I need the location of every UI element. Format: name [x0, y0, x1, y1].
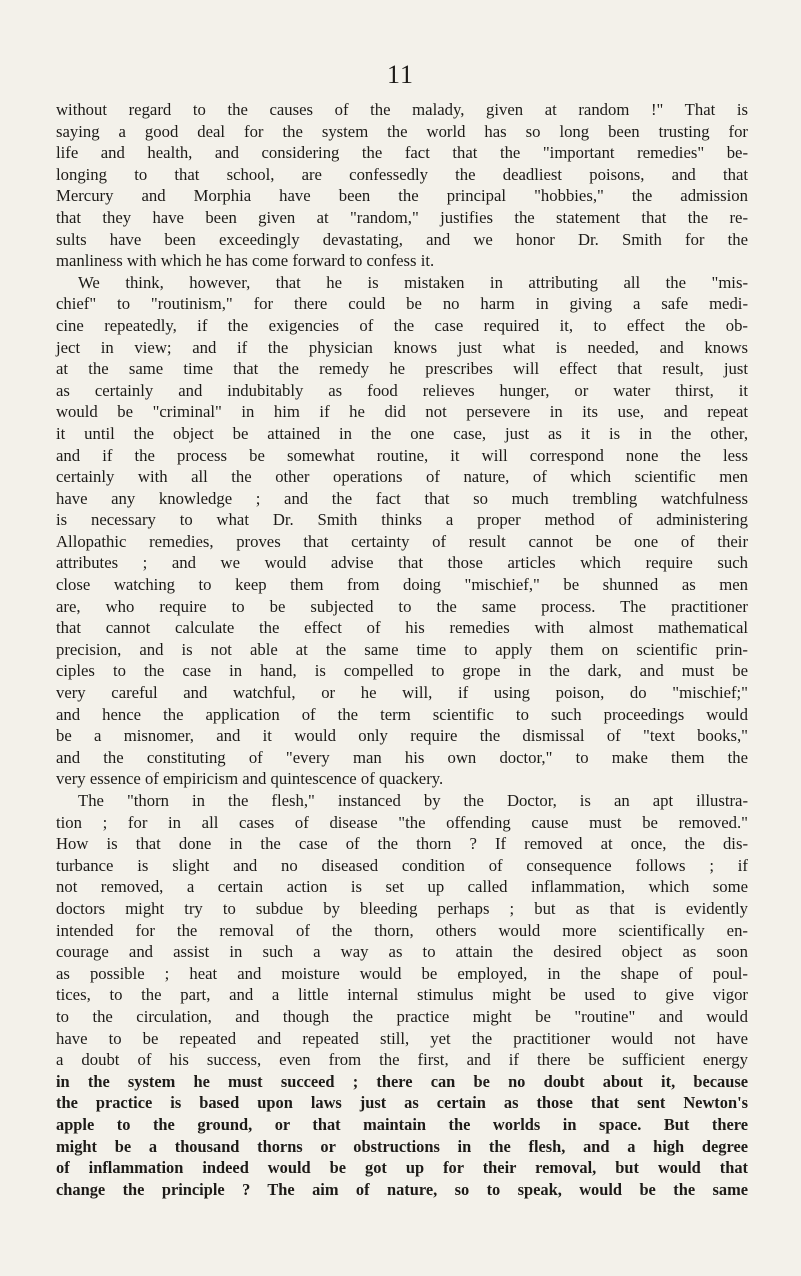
text-line: a doubt of his success, even from the first, and if there be sufficient energy [56, 1050, 748, 1070]
text-line: We think, however, that he is mistaken in attributing all the "mis- [78, 272, 748, 292]
text-line: be a misnomer, and it would only require the dismissal of "text books," [56, 726, 748, 746]
text-line: at the same time that the remedy he prescribes will effect that result, just [56, 359, 748, 379]
text-line: longing to that school, are confessedly the deadliest poisons, and that [56, 164, 748, 184]
text-line: have to be repeated and repeated still, yet the practitioner would not have [56, 1028, 748, 1048]
text-line: life and health, and considering the fact that the "important remedies" be- [56, 143, 748, 163]
text-line: saying a good deal for the system the world has so long been trusting for [56, 121, 748, 141]
text-line: as possible ; heat and moisture would be employed, in the shape of poul- [56, 963, 748, 983]
text-line: is necessary to what Dr. Smith thinks a proper method of administering [56, 510, 748, 530]
text-line: it until the object be attained in the one case, just as it is in the other, [56, 423, 748, 443]
text-line: the practice is based upon laws just as certain as those that sent Newton's [56, 1093, 748, 1113]
text-line: to the circulation, and though the practice might be "routine" and would [56, 1006, 748, 1026]
text-line: and hence the application of the term scientific to such proceedings would [56, 704, 748, 724]
text-line: without regard to the causes of the malady, given at random !" That is [56, 100, 748, 119]
text-line: turbance is slight and no diseased condition of consequence follows ; if [56, 855, 748, 875]
text-line: cine repeatedly, if the exigencies of the case required it, to effect the ob- [56, 315, 748, 335]
text-line: tion ; for in all cases of disease "the offending cause must be removed." [56, 812, 748, 832]
text-line: certainly with all the other operations of nature, of which scientific men [56, 467, 748, 487]
text-line: The "thorn in the flesh," instanced by the Doctor, is an apt illustra- [78, 791, 748, 810]
text-line: sults have been exceedingly devastating, and we honor Dr. Smith for the [56, 229, 748, 249]
text-line: in the system he must succeed ; there can be no doubt about it, because [56, 1071, 748, 1091]
text-line: Mercury and Morphia have been the principal "hobbies," the admission [56, 186, 748, 206]
text-line: How is that done in the case of the thorn ? If removed at once, the dis- [56, 834, 748, 854]
text-line: as certainly and indubitably as food relieves hunger, or water thirst, it [56, 380, 748, 400]
text-line: intended for the removal of the thorn, others would more scientifically en- [56, 920, 748, 940]
text-line: courage and assist in such a way as to attain the desired object as soon [56, 942, 748, 962]
text-line: very essence of empiricism and quintescence of quackery. [56, 769, 444, 789]
text-line: chief" to "routinism," for there could be no harm in giving a safe medi- [56, 294, 748, 314]
text-line: and the constituting of "every man his own doctor," to make them the [56, 747, 748, 767]
body-text [56, 99, 748, 1200]
text-line: Allopathic remedies, proves that certainty of result cannot be one of their [56, 531, 748, 551]
text-line: very careful and watchful, or he will, if using poison, do "mischief;" [56, 683, 748, 703]
text-line: change the principle ? The aim of nature, so to speak, would be the same [56, 1179, 748, 1199]
text-line: might be a thousand thorns or obstructions in the flesh, and a high degree [56, 1136, 748, 1156]
text-line: of inflammation indeed would be got up for their removal, but would that [56, 1158, 748, 1178]
text-line: have any knowledge ; and the fact that so much trembling watchfulness [56, 488, 748, 508]
text-line: manliness with which he has come forward to confess it. [56, 251, 435, 271]
text-line: close watching to keep them from doing "mischief," be shunned as men [56, 575, 748, 595]
text-line: and if the process be somewhat routine, it will correspond none the less [56, 445, 748, 465]
text-line: would be "criminal" in him if he did not persevere in its use, and repeat [56, 402, 748, 422]
text-line: that cannot calculate the effect of his remedies with almost mathematical [56, 618, 748, 638]
text-line: apple to the ground, or that maintain the worlds in space. But there [56, 1114, 748, 1134]
text-line: tices, to the part, and a little internal stimulus might be used to give vigor [56, 985, 748, 1005]
text-line: ject in view; and if the physician knows just what is needed, and knows [56, 337, 748, 357]
text-line: doctors might try to subdue by bleeding perhaps ; but as that is evidently [56, 898, 748, 918]
text-line: precision, and is not able at the same time to apply them on scientific prin- [56, 639, 748, 659]
text-line: that they have been given at "random," justifies the statement that the re- [56, 207, 748, 227]
text-line: are, who require to be subjected to the same process. The practitioner [56, 596, 748, 616]
text-line: attributes ; and we would advise that those articles which require such [56, 553, 748, 573]
text-line: ciples to the case in hand, is compelled to grope in the dark, and must be [56, 661, 748, 681]
text-line: not removed, a certain action is set up called inflammation, which some [56, 877, 748, 897]
page-number: 11 [386, 60, 415, 89]
